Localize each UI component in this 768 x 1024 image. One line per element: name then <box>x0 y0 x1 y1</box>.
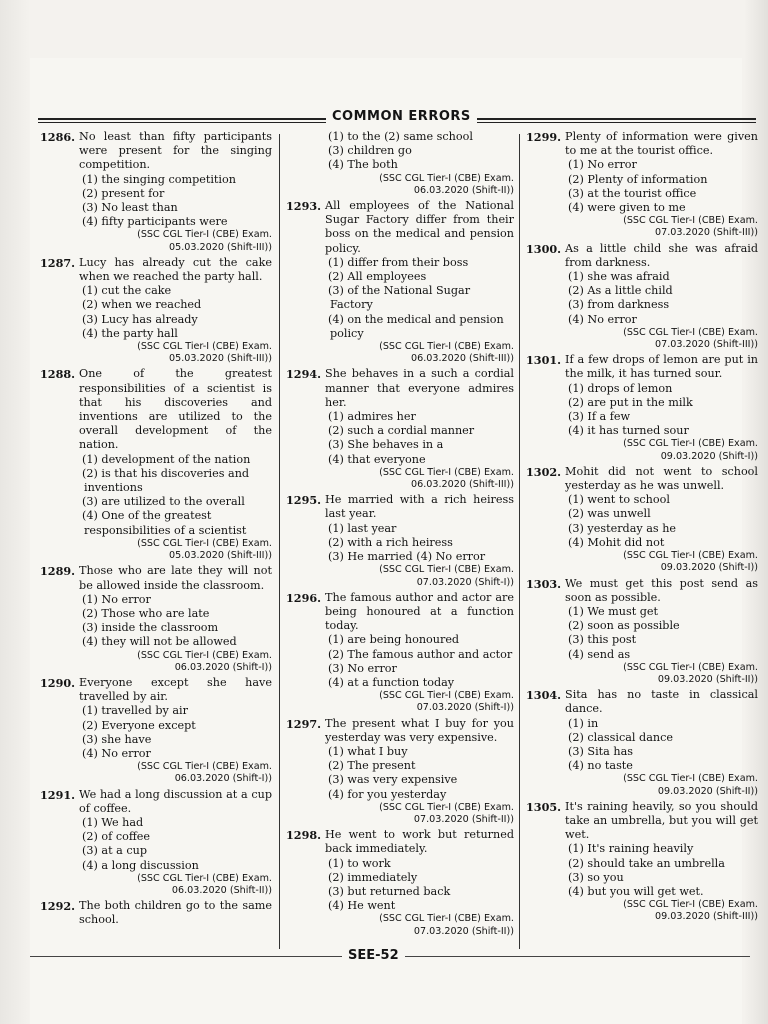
question-item <box>286 367 514 491</box>
exam-source: (SSC CGL Tier-I (CBE) Exam. <box>623 899 758 911</box>
column-left <box>40 130 272 930</box>
answer-option: (1) to the (2) same school <box>328 130 473 143</box>
answer-option: (4) no taste <box>568 759 633 773</box>
answer-option: (3) No error <box>328 661 397 675</box>
answer-option: (3) this post <box>568 633 637 647</box>
answer-option: (3) Lucy has already <box>82 312 198 326</box>
question-number: 1293. <box>286 199 322 214</box>
exam-source: (SSC CGL Tier-I (CBE) Exam. <box>623 326 758 338</box>
answer-option: (3) at the tourist office <box>568 186 697 200</box>
answer-option: (1) cut the cake <box>82 284 172 298</box>
question-head <box>286 199 514 256</box>
question-number: 1295. <box>286 493 322 508</box>
question-item <box>526 242 758 352</box>
answer-option: (4) the party hall <box>82 326 178 340</box>
question-item <box>526 130 758 240</box>
answer-option: (4) He went <box>328 899 396 913</box>
exam-source: 05.03.2020 (Shift-III)) <box>169 241 272 253</box>
question-item <box>286 130 514 197</box>
exam-source: (SSC CGL Tier-I (CBE) Exam. <box>379 690 514 702</box>
exam-source: 09.03.2020 (Shift-III)) <box>655 911 758 923</box>
question-text: The famous author and actor are being honoured at a function today. <box>325 590 514 633</box>
question-text: We must get this post send as soon as possible. <box>565 576 758 604</box>
question-number: 1300. <box>526 241 562 256</box>
question-head <box>286 717 514 745</box>
answer-option: (2) All employees <box>328 270 427 284</box>
answer-option: (2) As a little child <box>568 284 673 298</box>
question-head <box>40 788 272 816</box>
answer-option: (2) immediately <box>328 870 418 884</box>
answer-option: (4) Mohit did not <box>568 535 665 549</box>
question-head <box>286 493 514 521</box>
column-divider <box>519 134 520 949</box>
answer-option: (4) One of the greatest responsibilities of a scientist <box>82 509 247 537</box>
exam-source: (SSC CGL Tier-I (CBE) Exam. <box>137 341 272 353</box>
question-number: 1292. <box>40 899 76 914</box>
answer-option: (3) she have <box>82 732 152 746</box>
question-text: It's raining heavily, so you should take an umbrella, but you will get wet. <box>565 799 758 842</box>
answer-option: (3) at a cup <box>82 844 147 858</box>
question-text: Those who are late they will not be allowed inside the classroom. <box>79 564 272 592</box>
answer-option: (4) were given to me <box>568 201 686 215</box>
question-number: 1294. <box>286 367 322 382</box>
exam-source: 07.03.2020 (Shift-I)) <box>416 576 514 588</box>
question-head <box>40 256 272 284</box>
question-number: 1303. <box>526 576 562 591</box>
question-item <box>40 788 272 898</box>
answer-option: (1) the singing competition <box>82 172 236 186</box>
exam-source: 06.03.2020 (Shift-III)) <box>411 479 514 491</box>
question-number: 1302. <box>526 464 562 479</box>
exam-source: 06.03.2020 (Shift-II)) <box>171 884 272 896</box>
answer-option: (4) but you will get wet. <box>568 884 704 898</box>
answer-option: (3) yesterday as he <box>568 521 677 535</box>
question-head <box>40 130 272 173</box>
question-number: 1287. <box>40 255 76 270</box>
answer-option: (2) present for <box>82 186 165 200</box>
question-text: He went to work but returned back immediately. <box>325 828 514 856</box>
exam-source: 07.03.2020 (Shift-I)) <box>416 702 514 714</box>
answer-option: (4) a long discussion <box>82 858 199 872</box>
question-head <box>40 367 272 452</box>
answer-option: (2) Everyone except <box>82 718 196 732</box>
question-number: 1291. <box>40 787 76 802</box>
question-item <box>286 199 514 365</box>
answer-option: (1) We had <box>82 815 144 829</box>
exam-source: (SSC CGL Tier-I (CBE) Exam. <box>379 801 514 813</box>
exam-source: 09.03.2020 (Shift-I)) <box>660 450 758 462</box>
answer-option: (1) travelled by air <box>82 704 188 718</box>
answer-option: (2) should take an umbrella <box>568 856 725 870</box>
answer-option: (4) fifty participants were <box>82 215 228 229</box>
question-number: 1304. <box>526 688 562 703</box>
answer-option: (1) No error <box>82 592 151 606</box>
exam-source: (SSC CGL Tier-I (CBE) Exam. <box>137 872 272 884</box>
column-divider <box>279 134 280 949</box>
question-number: 1286. <box>40 130 76 144</box>
answer-option: (1) are being honoured <box>328 633 460 647</box>
page-footer <box>330 948 450 968</box>
column-middle <box>286 130 514 940</box>
question-text: She behaves in a such a cordial manner that everyone admires her. <box>325 367 514 409</box>
answer-option: (2) Those who are late <box>82 606 210 620</box>
question-head <box>526 465 758 493</box>
exam-source: (SSC CGL Tier-I (CBE) Exam. <box>623 215 758 227</box>
exam-source: (SSC CGL Tier-I (CBE) Exam. <box>379 466 514 478</box>
answer-option: (2) with a rich heiress <box>328 535 453 549</box>
question-item <box>526 688 758 798</box>
exam-source: 09.03.2020 (Shift-II)) <box>657 785 758 797</box>
exam-source: 07.03.2020 (Shift-III)) <box>655 339 758 351</box>
question-item <box>286 828 514 938</box>
exam-source: (SSC CGL Tier-I (CBE) Exam. <box>623 438 758 450</box>
exam-source: 07.03.2020 (Shift-II)) <box>413 925 514 937</box>
question-text: Lucy has already cut the cake when we reached the party hall. <box>79 255 272 284</box>
answer-option: (1) It's raining heavily <box>568 842 694 856</box>
question-text: Everyone except she have travelled by air. <box>79 675 272 704</box>
answer-option: (4) No error <box>568 312 637 326</box>
question-number: 1299. <box>526 130 562 144</box>
question-item <box>40 676 272 786</box>
answer-option: (2) are put in the milk <box>568 395 693 409</box>
question-number: 1301. <box>526 353 562 368</box>
question-head <box>286 367 514 410</box>
answer-option: (4) it has turned sour <box>568 424 689 438</box>
answer-option: (2) The present <box>328 759 416 773</box>
question-item <box>286 591 514 715</box>
question-item <box>40 899 272 927</box>
answer-option: (1) to work <box>328 856 391 870</box>
question-text: One of the greatest responsibilities of a scientist is that his discoveries and inventions are utilized to the overall development of the nation. <box>79 367 272 452</box>
question-head <box>526 688 758 716</box>
answer-option: (3) She behaves in a <box>328 438 444 452</box>
exam-source: 06.03.2020 (Shift-I)) <box>174 661 272 673</box>
question-item <box>526 353 758 463</box>
question-text: Sita has no taste in classical dance. <box>565 688 758 716</box>
exam-source: (SSC CGL Tier-I (CBE) Exam. <box>379 172 514 184</box>
question-text: He married with a rich heiress last year. <box>325 493 514 521</box>
question-item <box>40 256 272 366</box>
question-text: No least than fifty participants were present for the singing competition. <box>79 130 272 172</box>
question-text: We had a long discussion at a cup of coffee. <box>79 787 272 815</box>
question-head <box>286 591 514 634</box>
question-item <box>40 367 272 562</box>
answer-option: (2) of coffee <box>82 830 151 844</box>
answer-option: (3) are utilized to the overall <box>82 495 245 509</box>
exam-source: (SSC CGL Tier-I (CBE) Exam. <box>137 761 272 773</box>
answer-option: (3) from darkness <box>568 298 670 312</box>
answer-option: (4) for you yesterday <box>328 787 447 801</box>
answer-option: (1) last year <box>328 521 397 535</box>
question-head <box>526 353 758 381</box>
question-number: 1290. <box>40 675 76 690</box>
answer-option: (3) If a few <box>568 410 631 424</box>
question-item <box>526 800 758 924</box>
exam-source: 07.03.2020 (Shift-II)) <box>413 813 514 825</box>
answer-option: (3) so you <box>568 870 624 884</box>
question-text: Plenty of information were given to me at the tourist office. <box>565 130 758 158</box>
answer-option: (4) they will not be allowed <box>82 635 237 649</box>
question-head <box>526 130 758 158</box>
answer-option: (2) such a cordial manner <box>328 424 475 438</box>
question-head <box>40 564 272 592</box>
exam-source: (SSC CGL Tier-I (CBE) Exam. <box>379 341 514 353</box>
page-edge-left <box>0 0 30 1024</box>
answer-option: (2) The famous author and actor <box>328 647 513 661</box>
answer-option: (3) but returned back <box>328 884 451 898</box>
section-header <box>38 111 756 127</box>
question-head <box>40 676 272 704</box>
exam-source: (SSC CGL Tier-I (CBE) Exam. <box>137 229 272 241</box>
exam-source: (SSC CGL Tier-I (CBE) Exam. <box>623 661 758 673</box>
answer-option: (3) Sita has <box>568 744 633 758</box>
page-number: SEE-52 <box>342 948 405 963</box>
answer-option: (1) in <box>568 716 599 730</box>
answer-option: (1) We must get <box>568 604 659 618</box>
exam-source: (SSC CGL Tier-I (CBE) Exam. <box>623 773 758 785</box>
question-text: The both children go to the same school. <box>79 899 272 927</box>
exam-source: (SSC CGL Tier-I (CBE) Exam. <box>623 550 758 562</box>
answer-option: (2) was unwell <box>568 507 651 521</box>
question-text: If a few drops of lemon are put in the milk, it has turned sour. <box>565 353 758 381</box>
section-title: COMMON ERRORS <box>326 109 477 124</box>
exam-source: 09.03.2020 (Shift-I)) <box>660 562 758 574</box>
question-text: As a little child she was afraid from darkness. <box>565 241 758 269</box>
answer-option: (1) what I buy <box>328 744 408 758</box>
answer-option: (3) No least than <box>82 201 178 215</box>
exam-source: (SSC CGL Tier-I (CBE) Exam. <box>379 564 514 576</box>
exam-source: 06.03.2020 (Shift-II)) <box>413 184 514 196</box>
exam-source: (SSC CGL Tier-I (CBE) Exam. <box>137 537 272 549</box>
exam-source: 06.03.2020 (Shift-I)) <box>174 773 272 785</box>
exam-source: 07.03.2020 (Shift-III)) <box>655 227 758 239</box>
answer-option: (4) send as <box>568 647 631 661</box>
question-item <box>40 564 272 674</box>
answer-option: (1) No error <box>568 158 637 172</box>
answer-option: (1) development of the nation <box>82 452 251 466</box>
question-item <box>40 130 272 254</box>
question-number: 1289. <box>40 564 76 579</box>
exam-source: 06.03.2020 (Shift-III)) <box>411 353 514 365</box>
answer-option: (4) at a function today <box>328 675 455 689</box>
answer-option: (1) went to school <box>568 493 670 507</box>
answer-option: (3) children go <box>328 144 412 158</box>
question-number: 1297. <box>286 716 322 731</box>
answer-option: (4) on the medical and pension policy <box>328 312 504 340</box>
answer-option: (1) she was afraid <box>568 270 670 284</box>
question-head <box>40 899 272 927</box>
answer-option: (4) The both <box>328 158 398 172</box>
answer-option: (2) soon as possible <box>568 619 680 633</box>
question-text: All employees of the National Sugar Factory differ from their boss on the medical and pension policy. <box>325 199 514 255</box>
exam-source: (SSC CGL Tier-I (CBE) Exam. <box>137 649 272 661</box>
question-text: Mohit did not went to school yesterday as he was unwell. <box>565 464 758 493</box>
question-item <box>286 493 514 588</box>
exam-source: 05.03.2020 (Shift-III)) <box>169 353 272 365</box>
answer-option: (1) admires her <box>328 410 416 424</box>
question-head <box>286 828 514 856</box>
answer-option: (3) of the National Sugar Factory <box>328 284 471 312</box>
exam-source: 05.03.2020 (Shift-III)) <box>169 550 272 562</box>
question-item <box>526 577 758 687</box>
question-number: 1288. <box>40 367 76 382</box>
question-head <box>526 577 758 605</box>
column-right <box>526 130 758 926</box>
answer-option: (1) drops of lemon <box>568 381 673 395</box>
question-head <box>526 800 758 843</box>
answer-option: (4) No error <box>82 746 151 760</box>
exam-source: 09.03.2020 (Shift-II)) <box>657 673 758 685</box>
question-head <box>526 242 758 270</box>
question-number: 1296. <box>286 590 322 605</box>
answer-option: (4) that everyone <box>328 452 426 466</box>
answer-option: (2) Plenty of information <box>568 172 708 186</box>
answer-option: (2) classical dance <box>568 730 673 744</box>
answer-option: (2) when we reached <box>82 298 202 312</box>
answer-option: (2) is that his discoveries and inventions <box>82 466 250 495</box>
question-text: The present what I buy for you yesterday was very expensive. <box>325 716 514 744</box>
answer-option: (1) differ from their boss <box>328 255 469 269</box>
answer-option: (3) He married (4) No error <box>328 550 486 564</box>
answer-option: (3) was very expensive <box>328 773 458 787</box>
question-item <box>526 465 758 575</box>
question-number: 1305. <box>526 799 562 814</box>
question-number: 1298. <box>286 828 322 843</box>
answer-option: (3) inside the classroom <box>82 621 219 635</box>
exam-source: (SSC CGL Tier-I (CBE) Exam. <box>379 913 514 925</box>
question-item <box>286 717 514 827</box>
